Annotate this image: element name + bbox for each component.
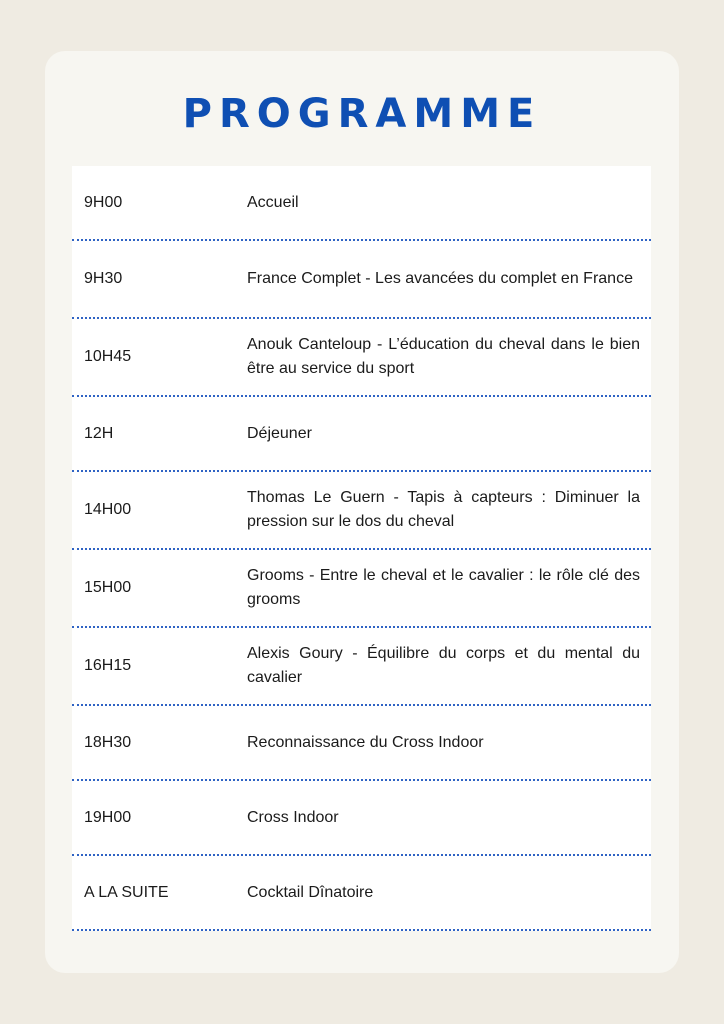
schedule-time: 15H00 — [84, 579, 132, 596]
schedule-row — [72, 166, 651, 241]
schedule-event: Alexis Goury - Équilibre du corps et du mental du cavalier — [247, 645, 640, 686]
schedule-time: 12H — [84, 424, 114, 442]
schedule-event: Cocktail Dînatoire — [247, 883, 374, 901]
schedule-row — [72, 856, 651, 931]
schedule-event: Grooms - Entre le cheval et le cavalier : le rôle clé des grooms — [247, 567, 640, 608]
schedule-row — [72, 472, 651, 550]
schedule-row — [72, 397, 651, 472]
schedule-table — [72, 166, 651, 931]
schedule-event: Reconnaissance du Cross Indoor — [247, 733, 484, 751]
schedule-time: 9H00 — [84, 193, 123, 211]
schedule-event: France Complet - Les avancées du complet en France — [247, 270, 633, 287]
schedule-time: 14H00 — [84, 501, 132, 518]
schedule-time: A LA SUITE — [84, 883, 169, 901]
schedule-row — [72, 706, 651, 781]
schedule-row — [72, 781, 651, 856]
schedule-row — [72, 319, 651, 397]
schedule-event: Thomas Le Guern - Tapis à capteurs : Diminuer la pression sur le dos du cheval — [247, 489, 640, 530]
schedule-time: 18H30 — [84, 733, 132, 751]
schedule-time: 16H15 — [84, 657, 132, 674]
page-title: PROGRAMME — [182, 91, 542, 137]
schedule-event: Accueil — [247, 193, 299, 211]
schedule-time: 9H30 — [84, 270, 123, 287]
schedule-row — [72, 241, 651, 319]
schedule-row — [72, 628, 651, 706]
schedule-event: Cross Indoor — [247, 808, 339, 826]
schedule-time: 19H00 — [84, 808, 132, 826]
schedule-time: 10H45 — [84, 348, 132, 365]
schedule-row — [72, 550, 651, 628]
schedule-event: Anouk Canteloup - L’éducation du cheval dans le bien être au service du sport — [247, 336, 640, 377]
schedule-event: Déjeuner — [247, 424, 312, 442]
